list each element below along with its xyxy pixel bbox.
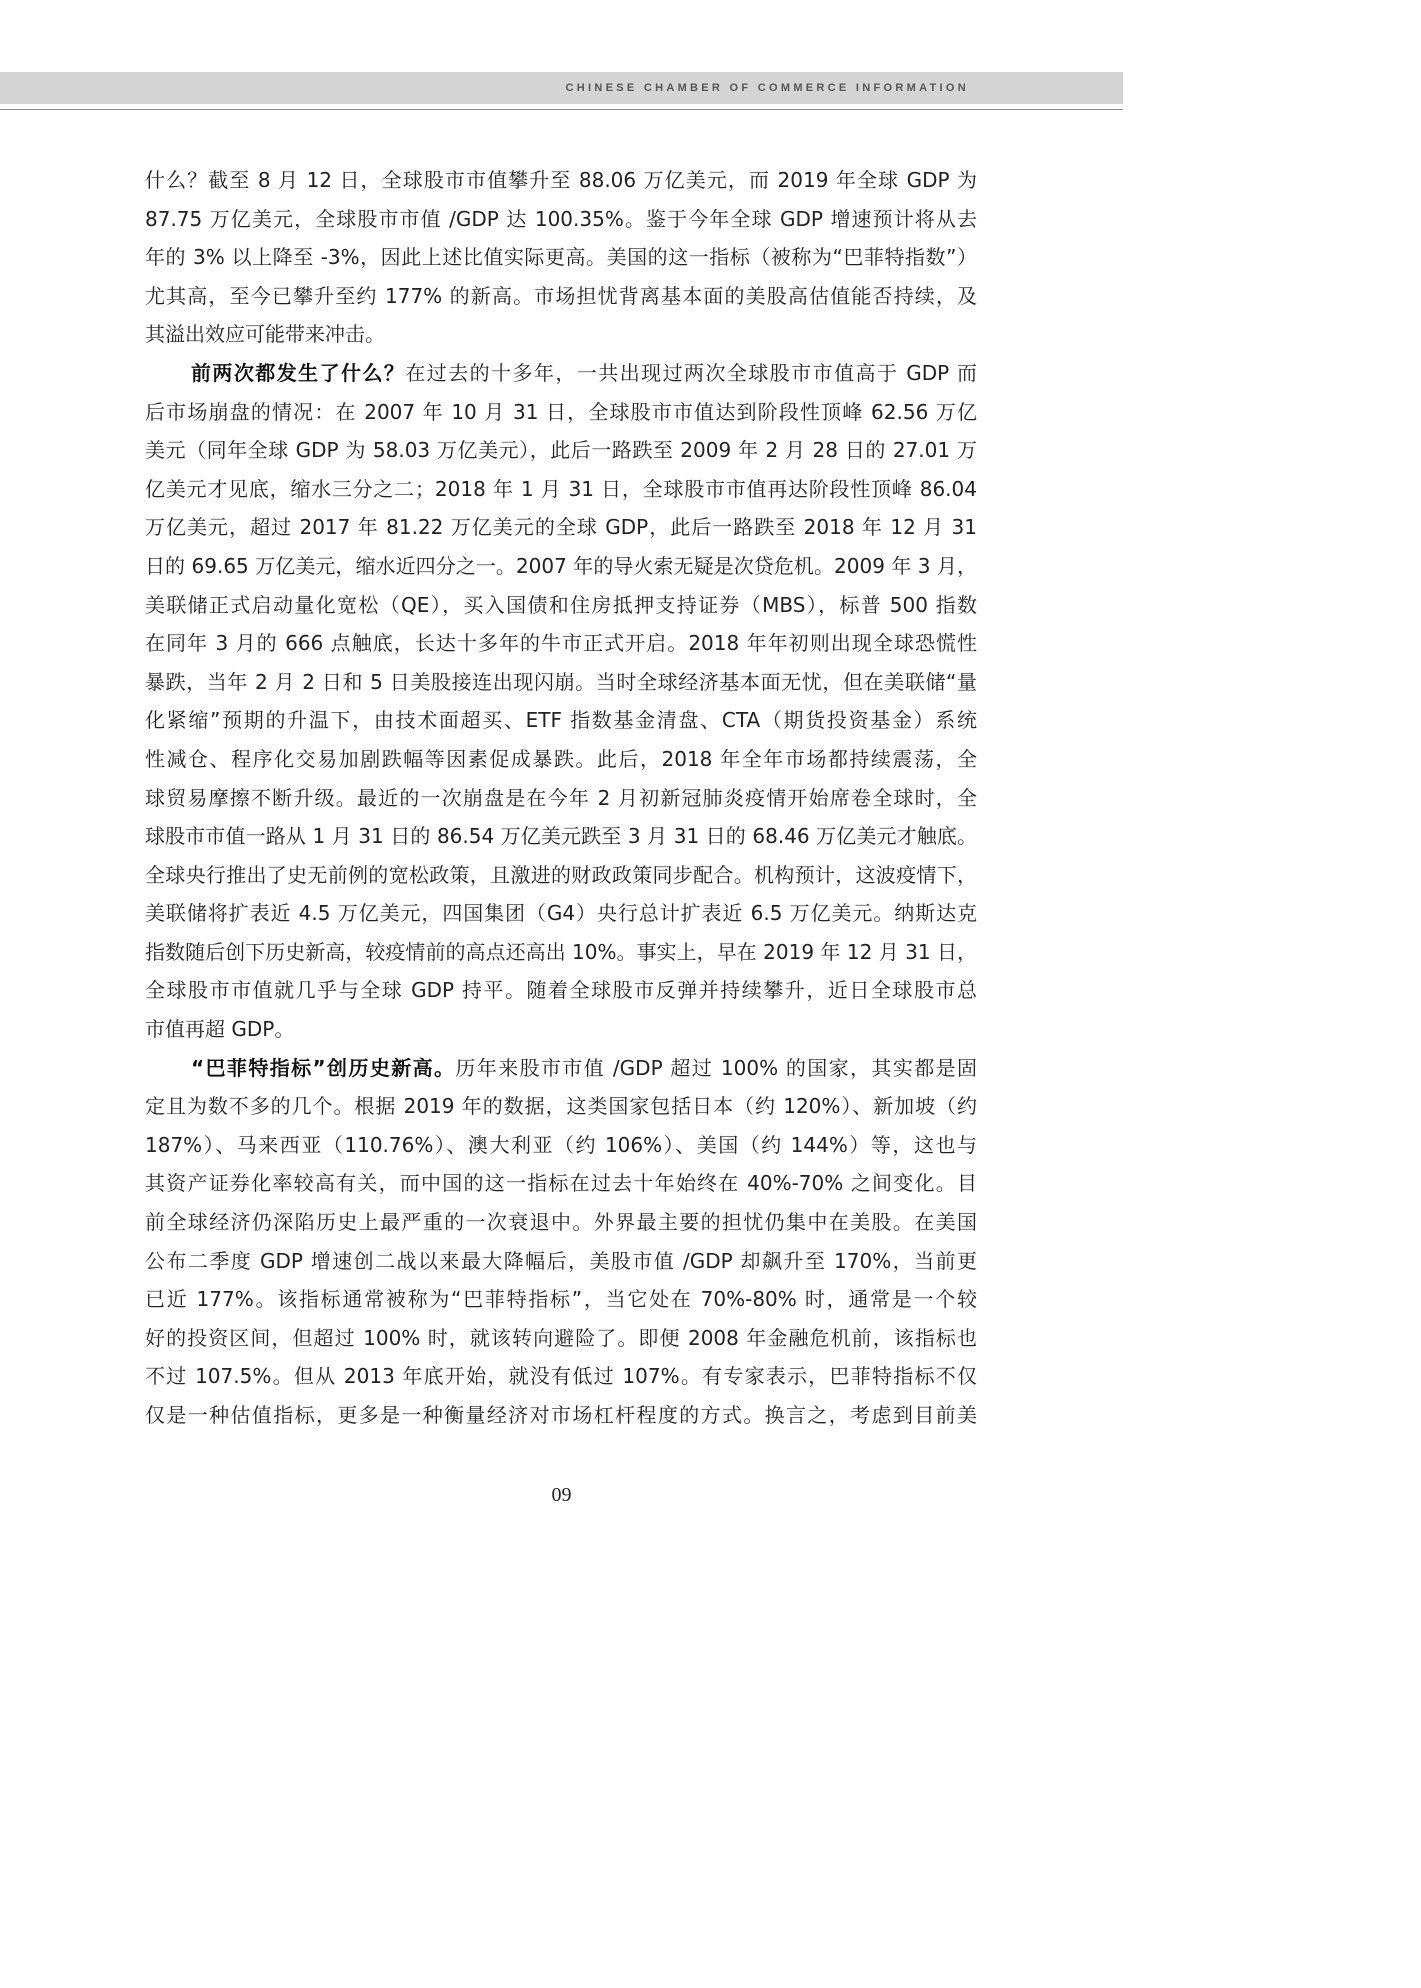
text-line: 仅是一种估值指标，更多是一种衡量经济对市场杠杆程度的方式。换言之，考虑到目前美 <box>145 1403 977 1427</box>
text-line: 全球股市市值就几乎与全球 GDP 持平。随着全球股市反弹并持续攀升，近日全球股市总 <box>145 978 977 1003</box>
text-run: 在过去的十多年，一共出现过两次全球股市市值高于 GDP 而 <box>405 360 977 385</box>
text-line: 暴跌，当年 2 月 2 日和 5 日美股接连出现闪崩。当时全球经济基本面无忧，但在美联储“量 <box>145 669 977 694</box>
text-line: 已近 177%。该指标通常被称为“巴菲特指标”，当它处在 70%-80% 时，通常是一个较 <box>145 1287 977 1312</box>
running-header: CHINESE CHAMBER OF COMMERCE INFORMATION <box>565 82 969 94</box>
text-line: 公布二季度 GDP 增速创二战以来最大降幅后，美股市值 /GDP 却飙升至 170%，当前更 <box>145 1248 977 1273</box>
text-line: 球股市市值一路从 1 月 31 日的 86.54 万亿美元跌至 3 月 31 日的 68.46 万亿美元才触底。 <box>145 824 977 849</box>
text-line: 市值再超 GDP。 <box>145 1017 295 1042</box>
article-body <box>145 161 977 1435</box>
text-line: 前全球经济仍深陷历史上最严重的一次衰退中。外界最主要的担忧仍集中在美股。在美国 <box>145 1210 977 1235</box>
text-line: 其资产证券化率较高有关，而中国的这一指标在过去十年始终在 40%-70% 之间变化。目 <box>145 1171 977 1196</box>
text-line: 尤其高，至今已攀升至约 177% 的新高。市场担忧背离基本面的美股高估值能否持续，及 <box>145 283 977 308</box>
text-line: 定且为数不多的几个。根据 2019 年的数据，这类国家包括日本（约 120%）、新加坡（约 <box>145 1094 977 1119</box>
text-line: 亿美元才见底，缩水三分之二；2018 年 1 月 31 日，全球股市市值再达阶段性顶峰 86.04 <box>145 476 977 501</box>
text-line <box>145 354 977 393</box>
text-line: 指数随后创下历史新高，较疫情前的高点还高出 10%。事实上，早在 2019 年 12 月 31 日， <box>145 939 977 964</box>
section-heading: “巴菲特指标”创历史新高。 <box>191 1055 456 1080</box>
text-line: 年的 3% 以上降至 -3%，因此上述比值实际更高。美国的这一指标（被称为“巴菲特指数”） <box>145 245 977 270</box>
text-line: 不过 107.5%。但从 2013 年底开始，就没有低过 107%。有专家表示，巴菲特指标不仅 <box>145 1364 977 1389</box>
text-line: 化紧缩”预期的升温下，由技术面超买、ETF 指数基金清盘、CTA（期货投资基金）系统 <box>145 708 977 733</box>
paragraph-1 <box>145 161 977 354</box>
text-line: 什么？截至 8 月 12 日，全球股市市值攀升至 88.06 万亿美元，而 2019 年全球 GDP 为 <box>145 168 977 192</box>
text-run: 历年来股市市值 /GDP 超过 100% 的国家，其实都是固 <box>455 1055 977 1080</box>
paragraph-2 <box>145 354 977 1049</box>
text-line: 其溢出效应可能带来冲击。 <box>145 322 385 347</box>
text-line: 后市场崩盘的情况：在 2007 年 10 月 31 日，全球股市市值达到阶段性顶峰 62.56 万亿 <box>145 399 977 424</box>
text-line: 美联储正式启动量化宽松（QE），买入国债和住房抵押支持证券（MBS），标普 500 指数 <box>145 592 977 617</box>
text-line: 球贸易摩擦不断升级。最近的一次崩盘是在今年 2 月初新冠肺炎疫情开始席卷全球时，全 <box>145 785 977 810</box>
text-line: 全球央行推出了史无前例的宽松政策，且激进的财政政策同步配合。机构预计，这波疫情下， <box>145 862 977 887</box>
page-number: 09 <box>551 1484 572 1506</box>
text-line: 在同年 3 月的 666 点触底，长达十多年的牛市正式开启。2018 年年初则出现全球恐慌性 <box>145 631 977 656</box>
text-line: 187%）、马来西亚（110.76%）、澳大利亚（约 106%）、美国（约 144%）等，这也与 <box>145 1132 977 1157</box>
text-line: 日的 69.65 万亿美元，缩水近四分之一。2007 年的导火索无疑是次贷危机。2009 年 3 月， <box>145 553 977 578</box>
text-line: 美联储将扩表近 4.5 万亿美元，四国集团（G4）央行总计扩表近 6.5 万亿美元。纳斯达克 <box>145 901 977 926</box>
text-line: 87.75 万亿美元，全球股市市值 /GDP 达 100.35%。鉴于今年全球 GDP 增速预计将从去 <box>145 206 977 231</box>
text-line: 美元（同年全球 GDP 为 58.03 万亿美元），此后一路跌至 2009 年 2 月 28 日的 27.01 万 <box>145 438 977 463</box>
paragraph-3 <box>145 1049 977 1435</box>
text-line: 性减仓、程序化交易加剧跌幅等因素促成暴跌。此后，2018 年全年市场都持续震荡，全 <box>145 746 977 771</box>
text-line <box>145 1049 977 1088</box>
text-line: 万亿美元，超过 2017 年 81.22 万亿美元的全球 GDP，此后一路跌至 2018 年 12 月 31 <box>145 515 977 540</box>
text-line: 好的投资区间，但超过 100% 时，就该转向避险了。即便 2008 年金融危机前，该指标也 <box>145 1325 977 1350</box>
header-divider <box>0 109 1123 110</box>
section-heading: 前两次都发生了什么？ <box>191 360 406 385</box>
